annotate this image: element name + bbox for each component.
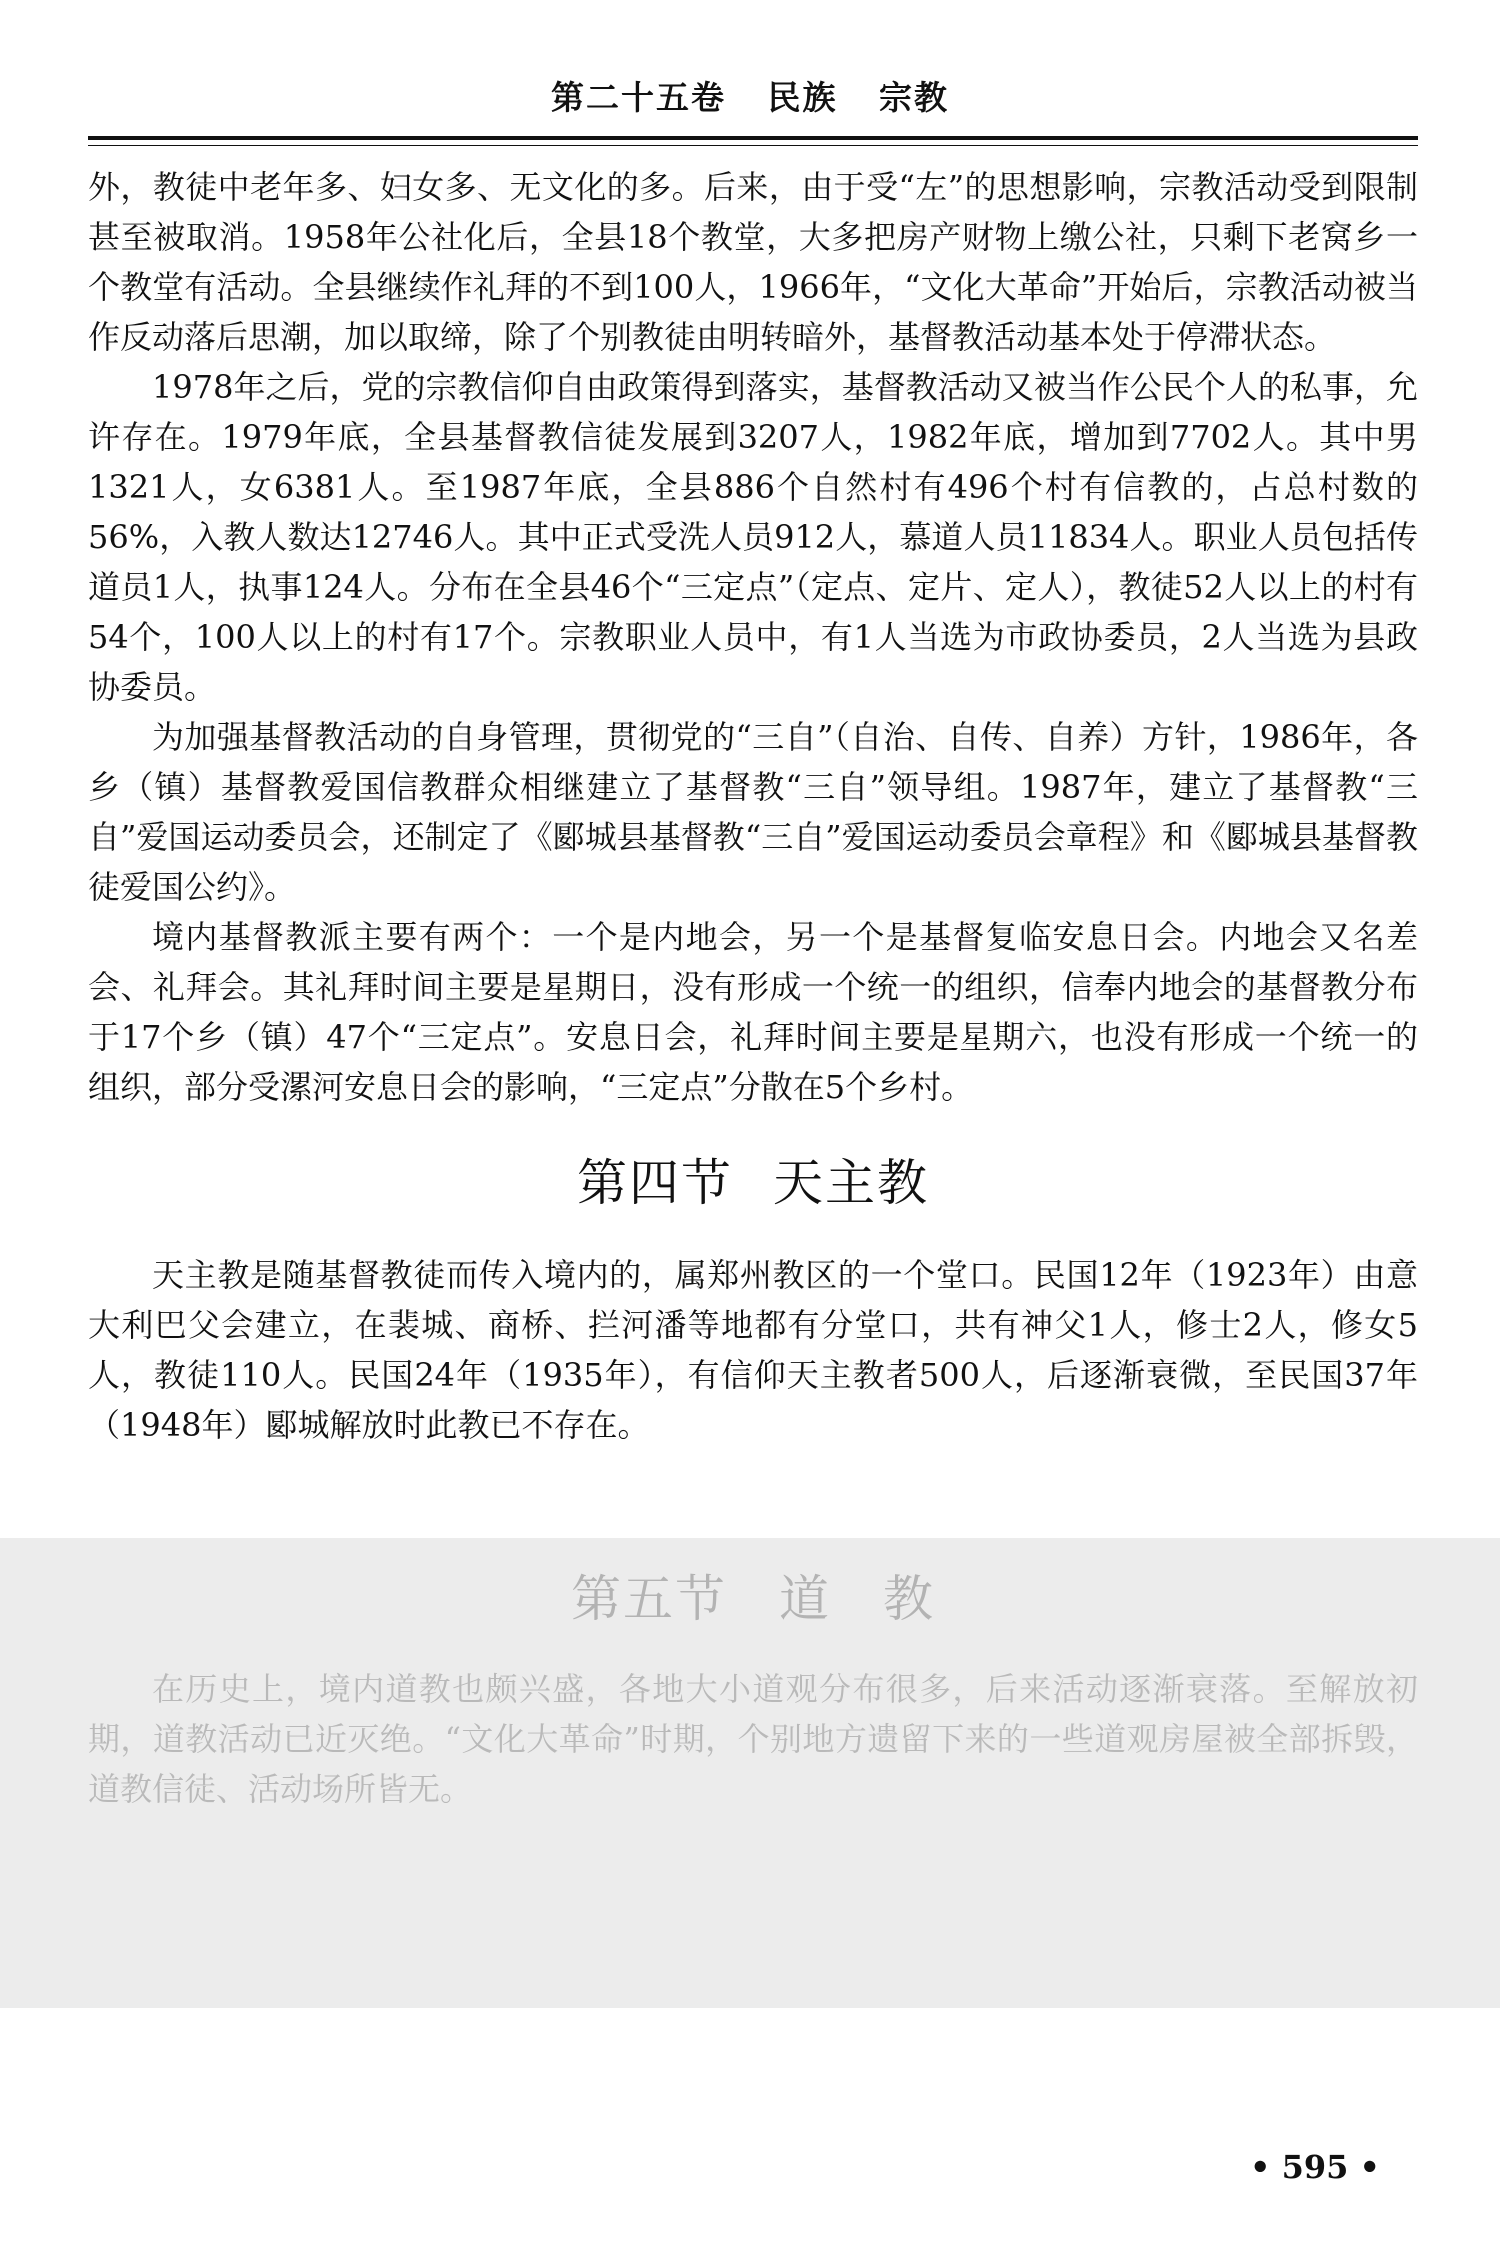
paragraph-4: 境内基督教派主要有两个：一个是内地会，另一个是基督复临安息日会。内地会又名差会、礼拜会。其礼拜时间主要是星期日，没有形成一个统一的组织，信奉内地会的基督教分布于17个乡（镇）47个“三定点”。安息日会，礼拜时间主要是星期六，也没有形成一个统一的组织，部分受漯河安息日会的影响，“三定点”分散在5个乡村。 (88, 918, 1418, 1106)
page-number: • 595 • (1250, 2148, 1380, 2186)
main-text (88, 162, 1418, 1450)
section-4-paragraph: 天主教是随基督教徒而传入境内的，属郑州教区的一个堂口。民国12年（1923年）由意大利巴父会建立，在裴城、商桥、拦河潘等地都有分堂口，共有神父1人，修士2人，修女5人，教徒110人。民国24年（1935年），有信仰天主教者500人，后逐渐衰微，至民国37年（1948年）郾城解放时此教已不存在。 (88, 1256, 1418, 1444)
header-rule-thick (88, 136, 1418, 140)
paragraph-1: 外，教徒中老年多、妇女多、无文化的多。后来，由于受“左”的思想影响，宗教活动受到限制甚至被取消。1958年公社化后，全县18个教堂，大多把房产财物上缴公社，只剩下老窝乡一个教堂有活动。全县继续作礼拜的不到100人，1966年，“文化大革命”开始后，宗教活动被当作反动落后思潮，加以取缔，除了个别教徒由明转暗外，基督教活动基本处于停滞状态。 (88, 168, 1418, 356)
header-volume: 第二十五卷 (551, 78, 726, 117)
section-4-title: 天主教 (773, 1154, 929, 1212)
running-header (0, 72, 1500, 119)
header-part2: 宗教 (879, 78, 949, 117)
section-5-heading (88, 1566, 1418, 1632)
section-5-faded (88, 1566, 1418, 1814)
section-5-paragraph: 在历史上，境内道教也颇兴盛，各地大小道观分布很多，后来活动逐渐衰落。至解放初期，道教活动已近灭绝。“文化大革命”时期，个别地方遗留下来的一些道观房屋被全部拆毁，道教信徒、活动场所皆无。 (88, 1670, 1418, 1808)
paragraph-2: 1978年之后，党的宗教信仰自由政策得到落实，基督教活动又被当作公民个人的私事，允许存在。1979年底，全县基督教信徒发展到3207人，1982年底，增加到7702人。其中男1321人，女6381人。至1987年底，全县886个自然村有496个村有信教的，占总村数的56%，入教人数达12746人。其中正式受洗人员912人，慕道人员11834人。职业人员包括传道员1人，执事124人。分布在全县46个“三定点”（定点、定片、定人），教徒52人以上的村有54个，100人以上的村有17个。宗教职业人员中，有1人当选为市政协委员，2人当选为县政协委员。 (88, 368, 1418, 706)
header-part1: 民族 (767, 78, 838, 117)
header-rule-thin (88, 145, 1418, 146)
section-4-number: 第四节 (577, 1154, 733, 1212)
paragraph-3: 为加强基督教活动的自身管理，贯彻党的“三自”（自治、自传、自养）方针，1986年，各乡（镇）基督教爱国信教群众相继建立了基督教“三自”领导组。1987年，建立了基督教“三自”爱国运动委员会，还制定了《郾城县基督教“三自”爱国运动委员会章程》和《郾城县基督教徒爱国公约》。 (88, 718, 1418, 906)
section-5-number: 第五节 (571, 1570, 727, 1628)
section-4-heading (88, 1150, 1418, 1216)
section-5-title: 道 教 (779, 1570, 935, 1628)
